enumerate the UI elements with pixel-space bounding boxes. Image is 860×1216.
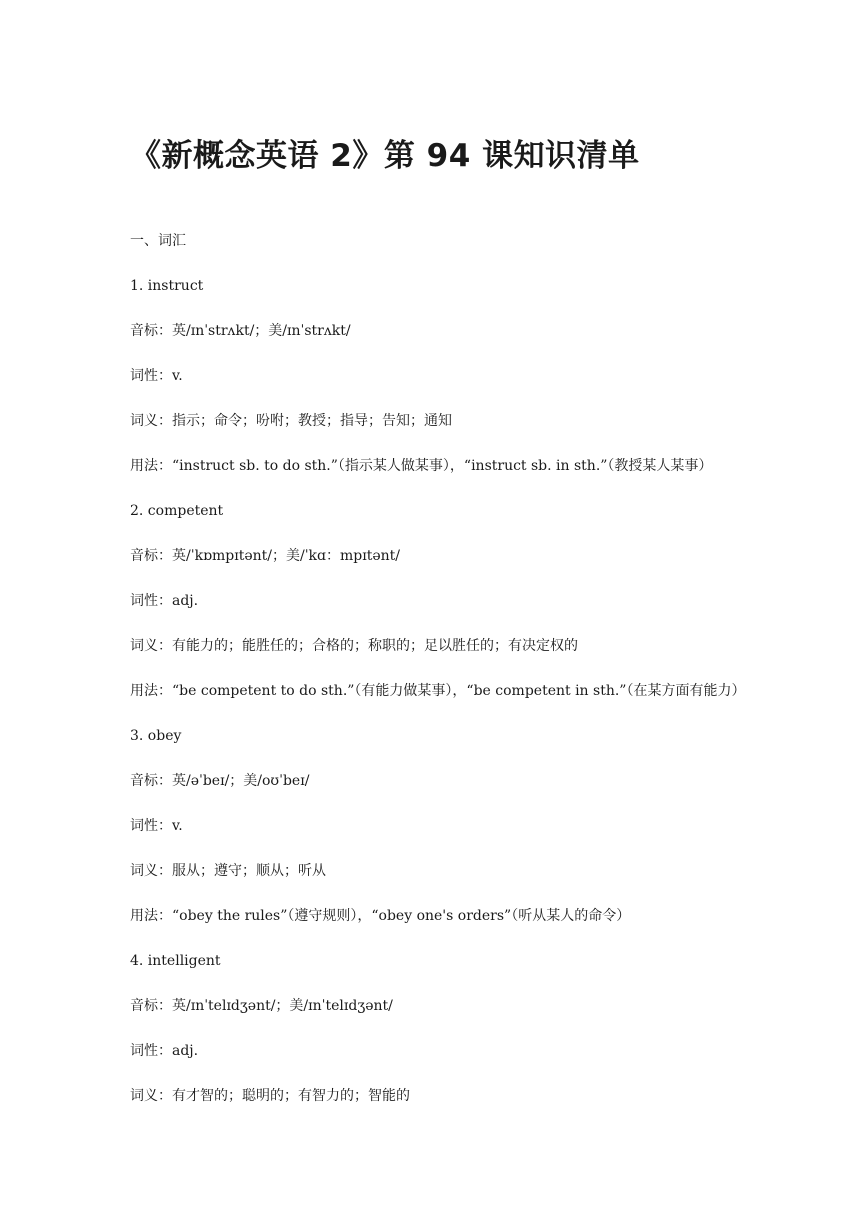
entry-part-of-speech: 词性：v. <box>130 818 183 834</box>
entry-usage: 用法：“obey the rules”（遵守规则），“obey one's orders”（听从某人的命令） <box>130 908 631 924</box>
entry-part-of-speech: 词性：adj. <box>130 593 199 609</box>
entry-word: 3. obey <box>130 728 182 744</box>
entry-meaning: 词义：服从；遵守；顺从；听从 <box>130 863 326 879</box>
page-title: 《新概念英语 2》第 94 课知识清单 <box>130 138 640 174</box>
entry-phonetic: 音标：英/ˈkɒmpɪtənt/；美/ˈkɑ：mpɪtənt/ <box>130 548 400 564</box>
entry-word: 4. intelligent <box>130 953 221 969</box>
entry-part-of-speech: 词性：adj. <box>130 1043 199 1059</box>
section-heading: 一、词汇 <box>130 233 186 249</box>
entry-meaning: 词义：指示；命令；吩咐；教授；指导；告知；通知 <box>130 413 452 429</box>
entry-word: 1. instruct <box>130 278 204 294</box>
entry-phonetic: 音标：英/ɪnˈstrʌkt/；美/ɪnˈstrʌkt/ <box>130 323 351 339</box>
entry-word: 2. competent <box>130 503 224 519</box>
entry-meaning: 词义：有能力的；能胜任的；合格的；称职的；足以胜任的；有决定权的 <box>130 638 578 654</box>
entry-usage: 用法：“be competent to do sth.”（有能力做某事），“be competent in sth.”（在某方面有能力） <box>130 683 746 699</box>
entry-meaning: 词义：有才智的；聪明的；有智力的；智能的 <box>130 1088 410 1104</box>
entry-phonetic: 音标：英/ɪnˈtelɪdʒənt/；美/ɪnˈtelɪdʒənt/ <box>130 998 393 1014</box>
entry-phonetic: 音标：英/əˈbeɪ/；美/oʊˈbeɪ/ <box>130 773 310 789</box>
entry-part-of-speech: 词性：v. <box>130 368 183 384</box>
entry-usage: 用法：“instruct sb. to do sth.”（指示某人做某事），“instruct sb. in sth.”（教授某人某事） <box>130 458 713 474</box>
